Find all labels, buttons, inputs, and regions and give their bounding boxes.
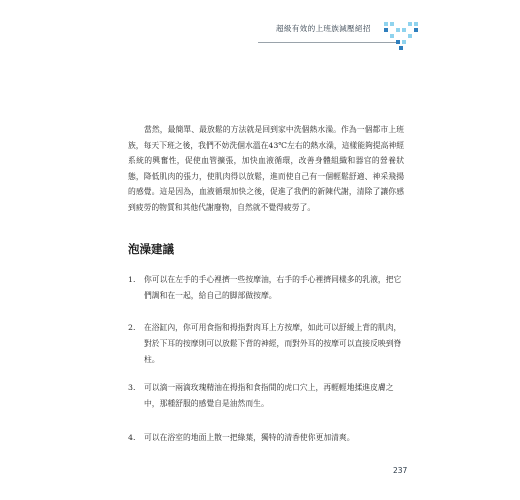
list-item-text: 在浴缸內，你可用食指和拇指對肉耳上方按摩，如此可以舒緩上背的肌肉，對於下耳的按摩則可以放鬆下背的神經，而對外耳的按摩可以直接反映到脊柱。 [144,323,402,364]
list-item-number: 1. [128,275,136,284]
page-number: 237 [393,466,408,475]
pixel-squares [384,22,418,50]
list-item [128,430,404,446]
list-item-text: 可以在浴室的地面上散一把綠葉，獨特的清香使你更加清爽。 [144,433,355,442]
list-item-text: 可以滴一兩滴玫瑰精油在拇指和食指間的虎口穴上，再輕輕地揉進皮膚之中，那種舒服的感覺自是油然而生。 [144,383,394,408]
pixel-heart-icon [382,20,422,56]
list-item-number: 4. [128,433,136,442]
running-header-title: 超級有效的上班族減壓絕招 [276,24,371,33]
list-item [128,272,404,304]
list-item-number: 3. [128,383,136,392]
body-paragraph: 當然，最簡單、最放鬆的方法就是回到家中洗個熱水澡。作為一個都市上班族，每天下班之後，我們不妨洗個水溫在43℃左右的熱水澡，這樣能夠提高神經系統的興奮性，促使血管擴張，加快血液循環，改善身體組織和器官的營養狀態，降低肌肉的張力，使肌肉得以放鬆，進而使自己有一個輕鬆舒適、神采飛揚的感覺。這是因為，血液循環加快之後，促進了我們的新陳代謝，清除了讓你感到疲勞的物質和其他代謝廢物，自然就不覺得疲勞了。 [128,125,404,212]
list-item [128,320,404,367]
header-rule [258,42,398,43]
list-item [128,380,404,412]
list-item-number: 2. [128,323,136,332]
section-heading: 泡澡建議 [128,242,174,256]
list-item-text: 你可以在左手的手心裡擠一些按摩油，右手的手心裡擠同樣多的乳液，把它們調和在一起，給自己的脚部做按摩。 [144,275,402,300]
